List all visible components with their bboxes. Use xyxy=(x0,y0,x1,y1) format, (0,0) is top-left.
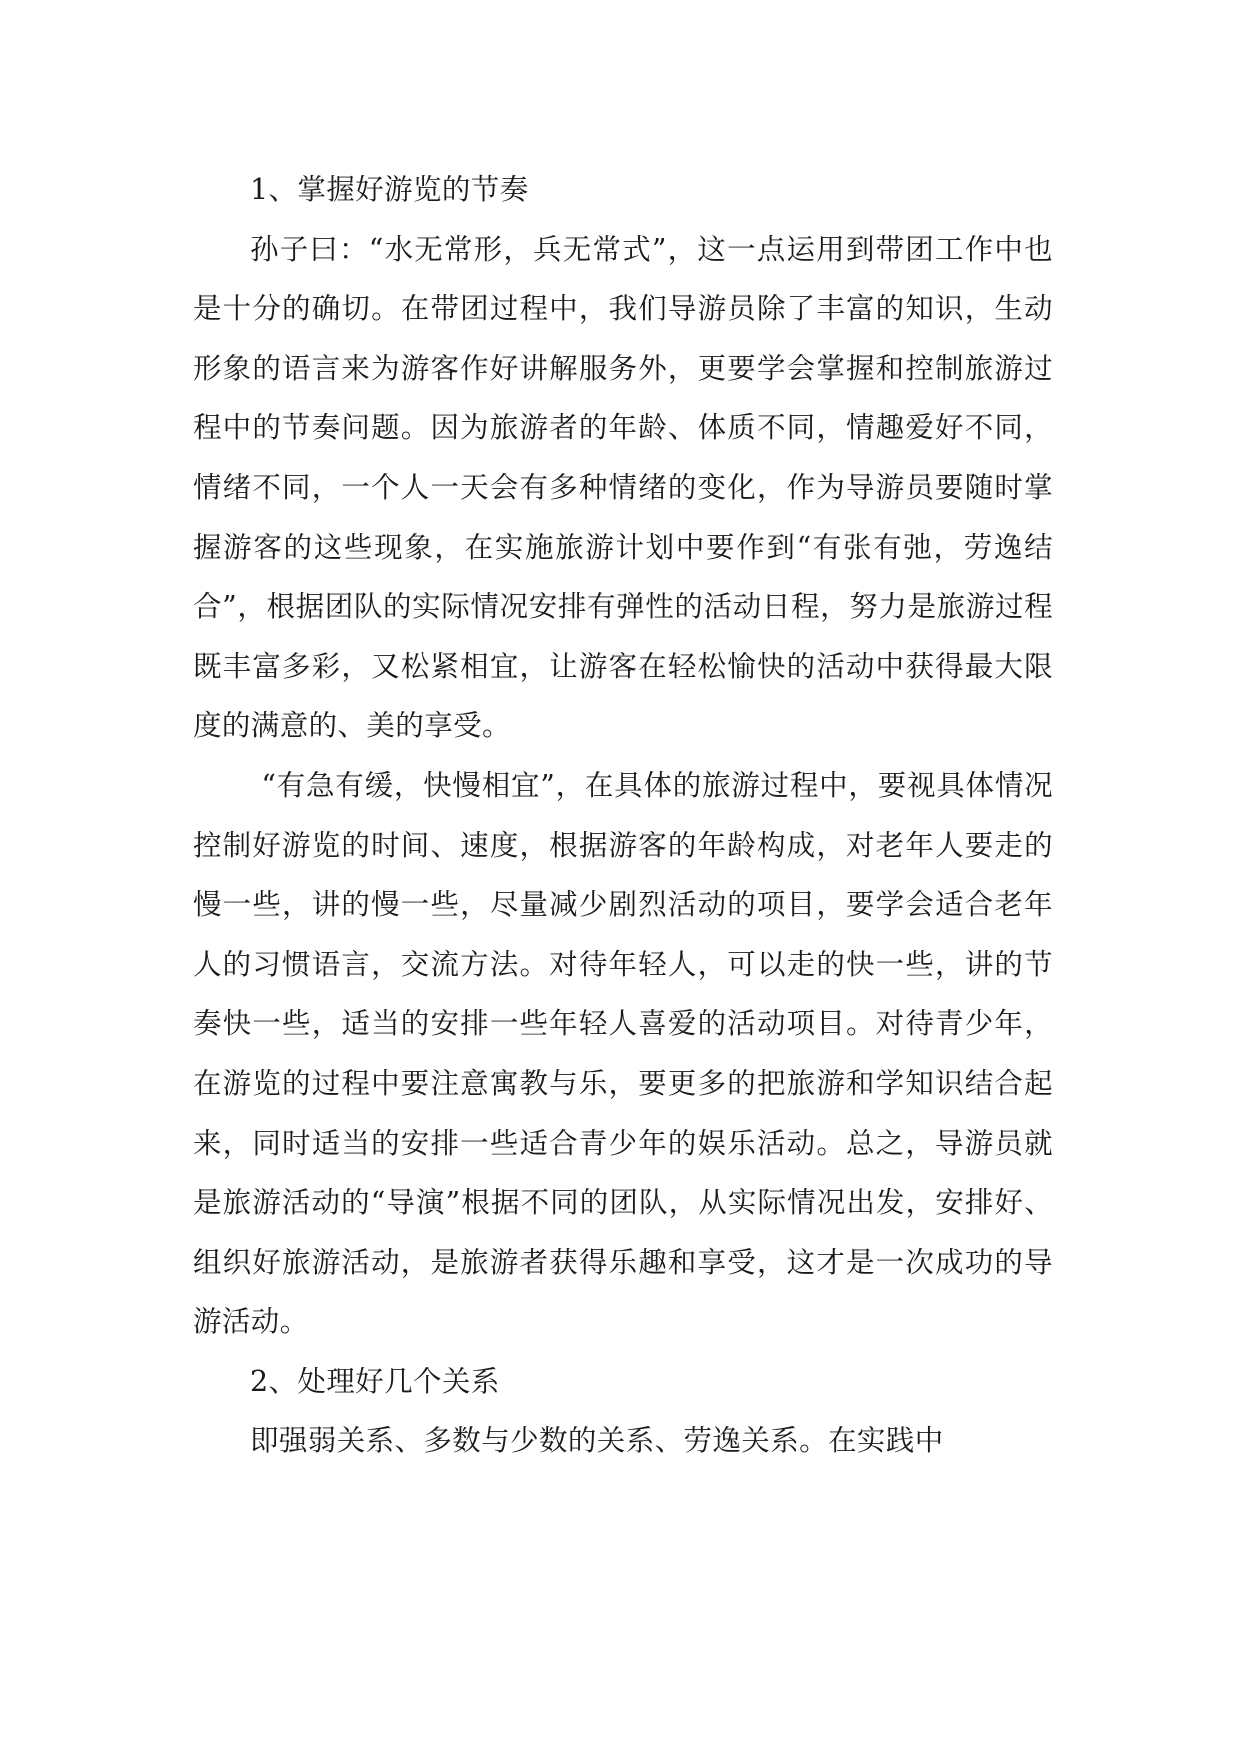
paragraph-pace: “有急有缓，快慢相宜”，在具体的旅游过程中，要视具体情况控制好游览的时间、速度，根据游客的年龄构成，对老年人要走的慢一些，讲的慢一些，尽量减少剧烈活动的项目，要学会适合老年人的习惯语言，交流方法。对待年轻人，可以走的快一些，讲的节奏快一些，适当的安排一些年轻人喜爱的活动项目。对待青少年，在游览的过程中要注意寓教与乐，要更多的把旅游和学知识结合起来，同时适当的安排一些适合青少年的娱乐活动。总之，导游员就是旅游活动的“导演”根据不同的团队，从实际情况出发，安排好、组织好旅游活动，是旅游者获得乐趣和享受，这才是一次成功的导游活动。 xyxy=(193,768,1053,1339)
section-heading-1: 1、掌握好游览的节奏 xyxy=(250,173,529,206)
section-heading-2: 2、处理好几个关系 xyxy=(250,1364,500,1398)
document-body xyxy=(193,160,1053,1471)
paragraph-sunzi: 孙子曰：“水无常形，兵无常式”，这一点运用到带团工作中也是十分的确切。在带团过程中，我们导游员除了丰富的知识，生动形象的语言来为游客作好讲解服务外，更要学会掌握和控制旅游过程中的节奏问题。因为旅游者的年龄、体质不同，情趣爱好不同，情绪不同，一个人一天会有多种情绪的变化，作为导游员要随时掌握游客的这些现象，在实施旅游计划中要作到“有张有弛，劳逸结合”，根据团队的实际情况安排有弹性的活动日程，努力是旅游过程既丰富多彩，又松紧相宜，让游客在轻松愉快的活动中获得最大限度的满意的、美的享受。 xyxy=(193,232,1053,743)
paragraph-relations: 即强弱关系、多数与少数的关系、劳逸关系。在实践中 xyxy=(250,1424,944,1458)
